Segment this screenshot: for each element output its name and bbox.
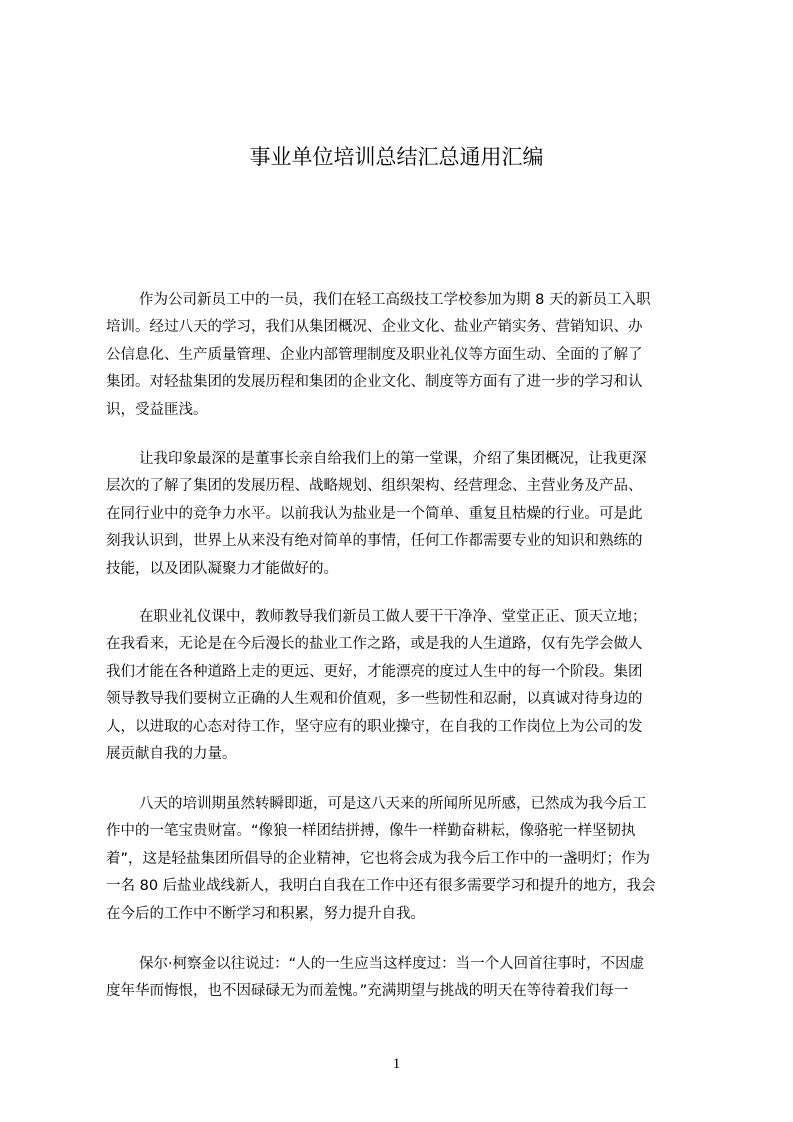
paragraph-line: 度年华而悔恨，也不因碌碌无为而羞愧。”充满期望与挑战的明天在等待着我们每一 [106,983,629,1000]
paragraph-orientation-intro [106,287,702,424]
document-title: 事业单位培训总结汇总通用汇编 [249,145,544,169]
paragraph-line: 保尔·柯察金以往说过：“人的一生应当这样度过：当一个人回首往事时，不因虚 [139,956,645,972]
paragraph-training-reflection [106,791,702,928]
paragraph-line: 公信息化、生产质量管理、企业内部管理制度及职业礼仪等方面生动、全面的了解了 [106,346,643,363]
paragraph-line: 在同行业中的竞争力水平。以前我认为盐业是一个简单、重复且枯燥的行业。可是此 [106,505,643,522]
paragraph-line: 技能，以及团队凝聚力才能做好的。 [106,560,338,577]
paragraph-line: 在今后的工作中不断学习和积累，努力提升自我。 [106,905,425,922]
paragraph-line: 一名 80 后盐业战线新人，我明白自我在工作中还有很多需要学习和提升的地方，我会 [106,878,656,895]
paragraph-quote [106,951,702,1006]
paragraph-line: 让我印象最深的是董事长亲自给我们上的第一堂课，介绍了集团概况，让我更深 [139,451,647,467]
paragraph-line: 展贡献自我的力量。 [106,746,237,763]
paragraph-etiquette-course [106,604,702,768]
paragraph-line: 在职业礼仪课中，教师教导我们新员工做人要干干净净、堂堂正正、顶天立地； [139,609,647,625]
paragraph-line: 集团。对轻盐集团的发展历程和集团的企业文化、制度等方面有了进一步的学习和认 [106,374,643,391]
paragraph-line: 在我看来，无论是在今后漫长的盐业工作之路，或是我的人生道路，仅有先学会做人 [106,636,643,653]
paragraph-line: 层次的了解了集团的发展历程、战略规划、组织架构、经营理念、主营业务及产品、 [106,478,643,495]
paragraph-line: 八天的培训期虽然转瞬即逝，可是这八天来的所闻所见所感，已然成为我今后工 [139,796,647,812]
paragraph-line: 人，以进取的心态对待工作，坚守应有的职业操守，在自我的工作岗位上为公司的发 [106,718,643,735]
paragraph-line: 作中的一笔宝贵财富。“像狼一样团结拼搏，像牛一样勤奋耕耘，像骆驼一样坚韧执 [106,823,636,840]
paragraph-chairman-lecture [106,446,702,583]
paragraph-line: 着”，这是轻盐集团所倡导的企业精神，它也将会成为我今后工作中的一盏明灯；作为 [106,850,651,867]
paragraph-line: 刻我认识到，世界上从来没有绝对简单的事情，任何工作都需要专业的知识和熟练的 [106,533,643,550]
paragraph-line: 作为公司新员工中的一员，我们在轻工高级技工学校参加为期 8 天的新员工入职 [139,292,651,308]
paragraph-line: 培训。经过八天的学习，我们从集团概况、企业文化、盐业产销实务、营销知识、办 [106,319,643,336]
page-number: 1 [392,1056,401,1072]
paragraph-line: 识，受益匪浅。 [106,401,208,418]
paragraph-line: 领导教导我们要树立正确的人生观和价值观，多一些韧性和忍耐，以真诚对待身边的 [106,691,643,708]
paragraph-line: 我们才能在各种道路上走的更远、更好，才能漂亮的度过人生中的每一个阶段。集团 [106,663,643,680]
